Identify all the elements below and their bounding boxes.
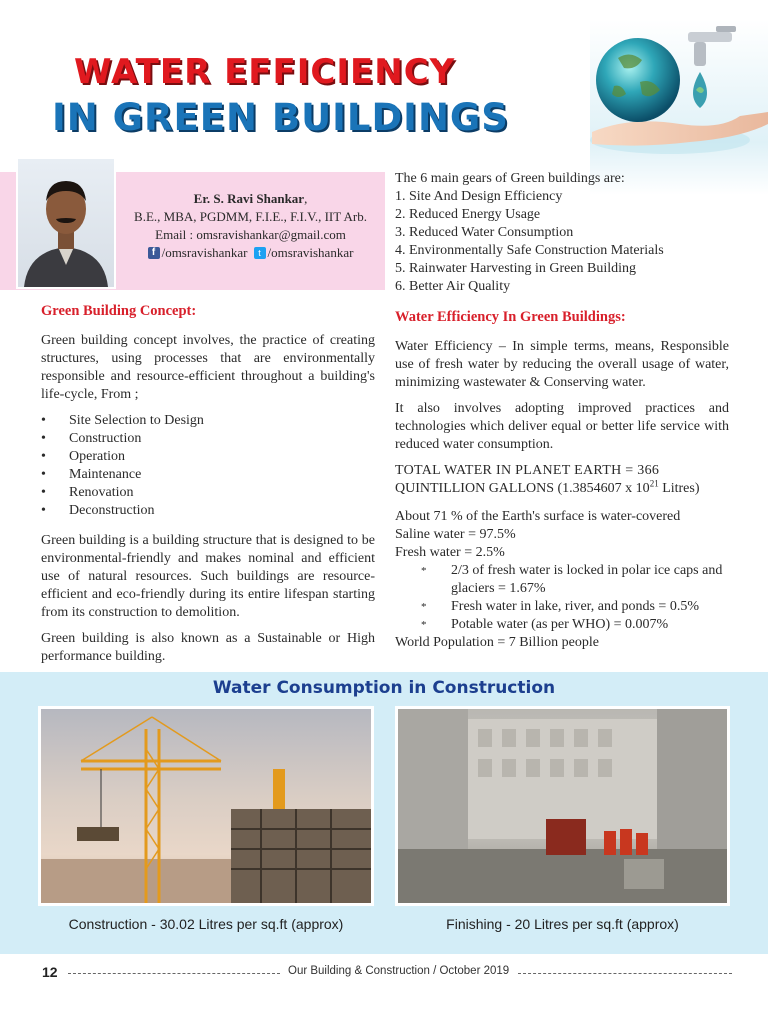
- list-item: 4. Environmentally Safe Construction Materials: [395, 243, 664, 258]
- water-efficiency-heading: Water Efficiency In Green Buildings:: [395, 309, 626, 325]
- concept-paragraph-3: Green building is also known as a Sustainable or High performance building.: [41, 631, 375, 664]
- list-item: 3. Reduced Water Consumption: [395, 225, 574, 240]
- page-footer: [42, 964, 732, 984]
- total-water-line-2: [395, 480, 729, 498]
- author-name-line: [118, 190, 383, 208]
- star-item-text: Potable water (as per WHO) = 0.007%: [451, 617, 669, 632]
- construction-caption: Construction - 30.02 Litres per sq.ft (approx): [68, 916, 344, 932]
- list-item: • Construction: [41, 430, 375, 448]
- total-water-unit: Litres): [658, 481, 700, 496]
- green-building-concept-heading: Green Building Concept:: [41, 303, 197, 319]
- gears-list: [395, 188, 729, 296]
- list-item: • Operation: [41, 448, 375, 466]
- title-line-2: IN GREEN BUILDINGS: [52, 96, 509, 139]
- list-item: • Deconstruction: [41, 502, 375, 520]
- star-marker: *: [421, 565, 427, 577]
- author-info: [118, 190, 383, 262]
- star-item-text: 2/3 of fresh water is locked in polar ice caps and glaciers = 1.67%: [451, 563, 723, 596]
- star-item: [395, 562, 729, 598]
- facebook-icon: f: [148, 247, 160, 259]
- footer-publication: Our Building & Construction / October 2019: [288, 965, 510, 977]
- star-item: [395, 598, 729, 616]
- water-efficiency-paragraph-2: It also involves adopting improved practices and technologies which deliver equal or better life service with reduced water consumption.: [395, 401, 729, 452]
- water-efficiency-paragraph-1: Water Efficiency – In simple terms, means, Responsible use of fresh water by reducing the overall usage of water, minimizing wastewater & Conserving water.: [395, 339, 729, 390]
- list-item: 2. Reduced Energy Usage: [395, 207, 541, 222]
- water-globe-illustration: [590, 20, 768, 195]
- page-number: 12: [42, 964, 58, 980]
- list-item: • Site Selection to Design: [41, 412, 375, 430]
- list-item: 6. Better Air Quality: [395, 279, 511, 294]
- author-name-suffix: ,: [304, 191, 308, 206]
- list-item: • Renovation: [41, 484, 375, 502]
- surface-coverage: About 71 % of the Earth's surface is water-covered: [395, 509, 681, 524]
- author-name: Er. S. Ravi Shankar: [193, 191, 305, 206]
- star-marker: *: [421, 619, 427, 631]
- star-marker: *: [421, 601, 427, 613]
- fresh-water: Fresh water = 2.5%: [395, 545, 505, 560]
- footer-rule-right: [518, 973, 732, 974]
- total-water-value: QUINTILLION GALLONS (1.3854607 x 10: [395, 481, 650, 496]
- concept-paragraph-2: Green building is a building structure that is designed to be environmental-friendly and makes nominal and efficient use of natural resources. Such buildings are resource-efficient and eco-friendly during its entire lifespan starting from its construction to demolition.: [41, 533, 375, 620]
- exponent: 21: [649, 478, 659, 489]
- construction-crane-photo: [38, 706, 374, 906]
- twitter-icon: t: [254, 247, 266, 259]
- right-column: [395, 170, 729, 652]
- author-social: [118, 244, 383, 262]
- total-water-line-1: TOTAL WATER IN PLANET EARTH = 366: [395, 463, 660, 478]
- lifecycle-list: [41, 412, 375, 520]
- list-item: • Maintenance: [41, 466, 375, 484]
- concept-intro: Green building concept involves, the practice of creating structures, using processes that are environmentally responsible and resource-efficient throughout a building's life-cycle, From ;: [41, 333, 375, 402]
- consumption-title: Water Consumption in Construction: [212, 678, 556, 698]
- title-line-1: WATER EFFICIENCY: [74, 52, 456, 92]
- finishing-caption: Finishing - 20 Litres per sq.ft (approx): [446, 916, 679, 932]
- world-population: World Population = 7 Billion people: [395, 635, 599, 650]
- gears-intro: The 6 main gears of Green buildings are:: [395, 171, 625, 186]
- author-qualifications: B.E., MBA, PGDMM, F.I.E., F.I.V., IIT Arb.: [134, 209, 367, 224]
- left-column: [41, 302, 375, 674]
- saline-water: Saline water = 97.5%: [395, 527, 516, 542]
- footer-rule-left: [68, 973, 280, 974]
- finishing-interior-photo: [395, 706, 730, 906]
- facebook-handle[interactable]: /omsravishankar: [161, 245, 248, 260]
- twitter-handle[interactable]: /omsravishankar: [267, 245, 354, 260]
- list-item: 5. Rainwater Harvesting in Green Building: [395, 261, 637, 276]
- star-item-text: Fresh water in lake, river, and ponds = 0.5%: [451, 599, 699, 614]
- author-photo: [16, 157, 116, 289]
- list-item: 1. Site And Design Efficiency: [395, 189, 563, 204]
- star-item: [395, 616, 729, 634]
- author-email[interactable]: Email : omsravishankar@gmail.com: [155, 227, 346, 242]
